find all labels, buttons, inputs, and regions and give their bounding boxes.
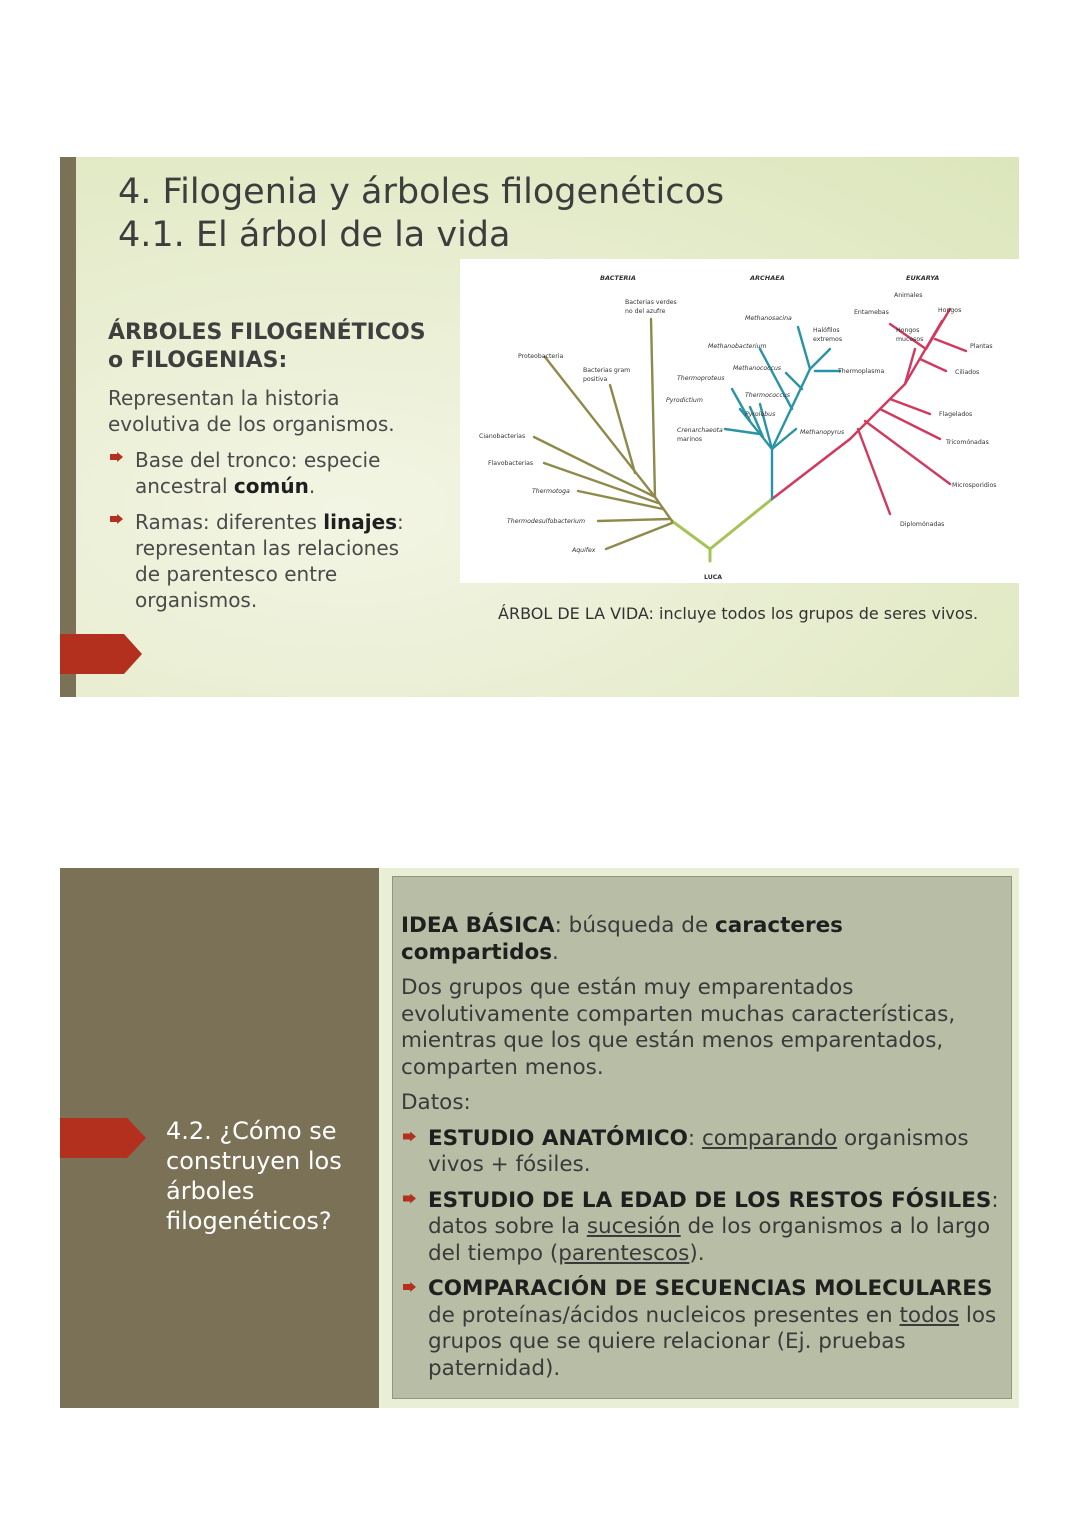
item-text: ).	[689, 1240, 705, 1266]
heading-line-2: o FILOGENIAS:	[108, 348, 288, 373]
item-text: de los organismos a lo largo del tiempo (	[428, 1214, 991, 1266]
eukarya-trunk	[772, 439, 850, 499]
label-tricomonadas: Tricomónadas	[946, 439, 989, 446]
branch-halofilos	[810, 349, 830, 369]
item-underline: todos	[899, 1302, 960, 1328]
section-heading	[108, 319, 426, 375]
idea-end: .	[552, 939, 559, 965]
label-methanopyrus: Methanopyrus	[800, 429, 845, 436]
arrow-bullet-icon	[403, 1282, 416, 1292]
item-text: de proteínas/ácidos nucleicos presentes en	[428, 1302, 900, 1328]
bullet-text-end: : representan las relaciones de parentesco entre organismos.	[135, 510, 404, 612]
label-archaea: ARCHAEA	[750, 274, 785, 282]
label-crenarchaeota: Crenarchaeota	[677, 427, 723, 434]
title-line-1: 4. Filogenia y árboles filogenéticos	[118, 172, 725, 212]
item-text: : datos sobre la	[428, 1187, 999, 1239]
arrow-marker-icon	[60, 634, 142, 674]
list-item	[401, 1126, 1001, 1179]
slide-arbol-de-la-vida	[60, 157, 1019, 697]
bullet-bold: linajes	[323, 510, 398, 534]
item-bold: ESTUDIO DE LA EDAD DE LOS RESTOS FÓSILES	[428, 1187, 992, 1213]
branch-methanosacina	[798, 327, 810, 369]
branch-crenarchaeota-marinos	[725, 429, 760, 434]
item-text: los grupos que se quiere relacionar (Ej. pruebas paternidad).	[428, 1302, 997, 1381]
slide-left-bar	[60, 157, 76, 697]
idea-label: IDEA BÁSICA	[401, 913, 555, 938]
branch-microsporidios	[865, 421, 950, 484]
label-animales: Animales	[894, 292, 923, 299]
label-no-del-azufre: no del azufre	[625, 308, 666, 315]
arrow-bullet-icon	[110, 452, 123, 462]
label-hongos: Hongos	[938, 307, 962, 314]
root-branch-bacteria	[672, 521, 710, 561]
item-underline: parentescos	[558, 1240, 690, 1266]
description-text: Representan la historia evolutiva de los organismos.	[108, 386, 395, 436]
label-extremos: extremos	[813, 336, 843, 343]
bullet-item	[108, 509, 428, 613]
datos-label: Datos:	[401, 1090, 471, 1115]
bullet-text: Base del tronco: especie ancestral	[135, 448, 381, 498]
explanation-paragraph: Dos grupos que están muy emparentados evolutivamente comparten muchas características, mientras que los que están menos emparentados, comparten menos.	[401, 975, 956, 1080]
bullet-list	[108, 447, 428, 623]
arrow-bullet-icon	[110, 514, 123, 524]
idea-text: : búsqueda de	[554, 913, 716, 938]
slide-construccion-arboles	[60, 868, 1019, 1408]
item-underline: comparando	[701, 1125, 838, 1151]
branch-hongos-mucosos	[905, 349, 915, 384]
branch-methanobacterium	[760, 349, 792, 409]
label-thermoplasma: Thermoplasma	[838, 368, 885, 375]
branch-bacterias-verdes	[651, 319, 655, 497]
list-item	[401, 1188, 1001, 1268]
label-proteobacteria: Proteobacteria	[518, 353, 564, 360]
label-marinos: marinos	[677, 436, 703, 443]
bullet-item	[108, 447, 428, 499]
label-bacterias-gram: Bacterias gram	[583, 367, 631, 374]
label-bacterias-verdes: Bacterias verdes	[625, 299, 677, 306]
arrow-bullet-icon	[403, 1194, 416, 1204]
label-positiva: positiva	[583, 376, 608, 383]
root-branch-archaea-eukarya	[710, 499, 772, 549]
label-eukarya: EUKARYA	[906, 274, 940, 282]
phylogenetic-tree-svg	[460, 259, 1019, 583]
branch-diplomonadas	[858, 429, 890, 514]
label-thermodesulfobacterium: Thermodesulfobacterium	[507, 518, 585, 525]
branch-methanococcus	[786, 373, 802, 389]
label-plantas: Plantas	[970, 343, 993, 350]
label-bacteria: BACTERIA	[600, 274, 636, 282]
arrow-bullet-icon	[403, 1132, 416, 1142]
branch-thermodesulfobacterium	[598, 519, 670, 521]
item-bold: ESTUDIO ANATÓMICO	[428, 1125, 688, 1151]
content-box	[392, 876, 1012, 1399]
bullet-text: Ramas: diferentes	[135, 510, 324, 534]
label-thermoproteus: Thermoproteus	[677, 375, 725, 382]
item-text: organismos vivos + fósiles.	[428, 1125, 969, 1177]
bullet-bold: común	[233, 474, 309, 498]
label-pyrodictium: Pyrodictium	[666, 397, 703, 404]
label-halofilos: Halófilos	[813, 327, 840, 334]
branch-flagelados	[890, 399, 930, 414]
label-pyrolobus: Pyrolobus	[745, 411, 776, 418]
label-methanobacterium: Methanobacterium	[708, 343, 767, 350]
idea-bold: caracteres compartidos	[401, 913, 843, 965]
branch-plantas	[935, 339, 966, 351]
content-text	[401, 913, 1001, 1391]
branch-aquifex	[606, 523, 672, 549]
label-methanosacina: Methanosacina	[745, 315, 792, 322]
label-aquifex: Aquifex	[572, 547, 596, 554]
label-flavobacterias: Flavobacterias	[488, 460, 534, 467]
label-thermococcus: Thermococcus	[745, 392, 791, 399]
label-thermotoga: Thermotoga	[532, 488, 570, 495]
figure-caption: ÁRBOL DE LA VIDA: incluye todos los grupos de seres vivos.	[498, 604, 979, 623]
list-item	[401, 1276, 1001, 1382]
label-microsporidios: Microsporidios	[952, 482, 997, 489]
tree-of-life-diagram	[460, 259, 1019, 583]
label-diplomonadas: Diplomónadas	[900, 521, 945, 528]
label-entamebas: Entamebas	[854, 309, 889, 316]
heading-line-1: ÁRBOLES FILOGENÉTICOS	[108, 320, 426, 345]
branch-ciliados	[920, 359, 946, 371]
item-underline: sucesión	[586, 1214, 681, 1239]
label-cianobacterias: Cianobacterias	[479, 433, 526, 440]
label-luca: LUCA	[704, 574, 723, 581]
item-sep: :	[687, 1125, 702, 1151]
title-line-2: 4.1. El árbol de la vida	[118, 215, 511, 255]
label-hongos-mucosos-2: mucosos	[896, 336, 924, 343]
item-bold: COMPARACIÓN DE SECUENCIAS MOLECULARES	[428, 1276, 993, 1301]
section-question: 4.2. ¿Cómo se construyen los árboles filogenéticos?	[166, 1117, 342, 1235]
label-hongos-mucosos-1: Hongos	[896, 327, 920, 334]
label-ciliados: Ciliados	[955, 369, 980, 376]
idea-basica	[401, 913, 1001, 966]
branch-gram-positiva	[610, 385, 635, 473]
slide-title	[118, 171, 724, 257]
datos-list	[401, 1126, 1001, 1383]
label-flagelados: Flagelados	[939, 411, 973, 418]
bullet-text-end: .	[308, 474, 316, 498]
label-methanococcus: Methanococcus	[733, 365, 782, 372]
